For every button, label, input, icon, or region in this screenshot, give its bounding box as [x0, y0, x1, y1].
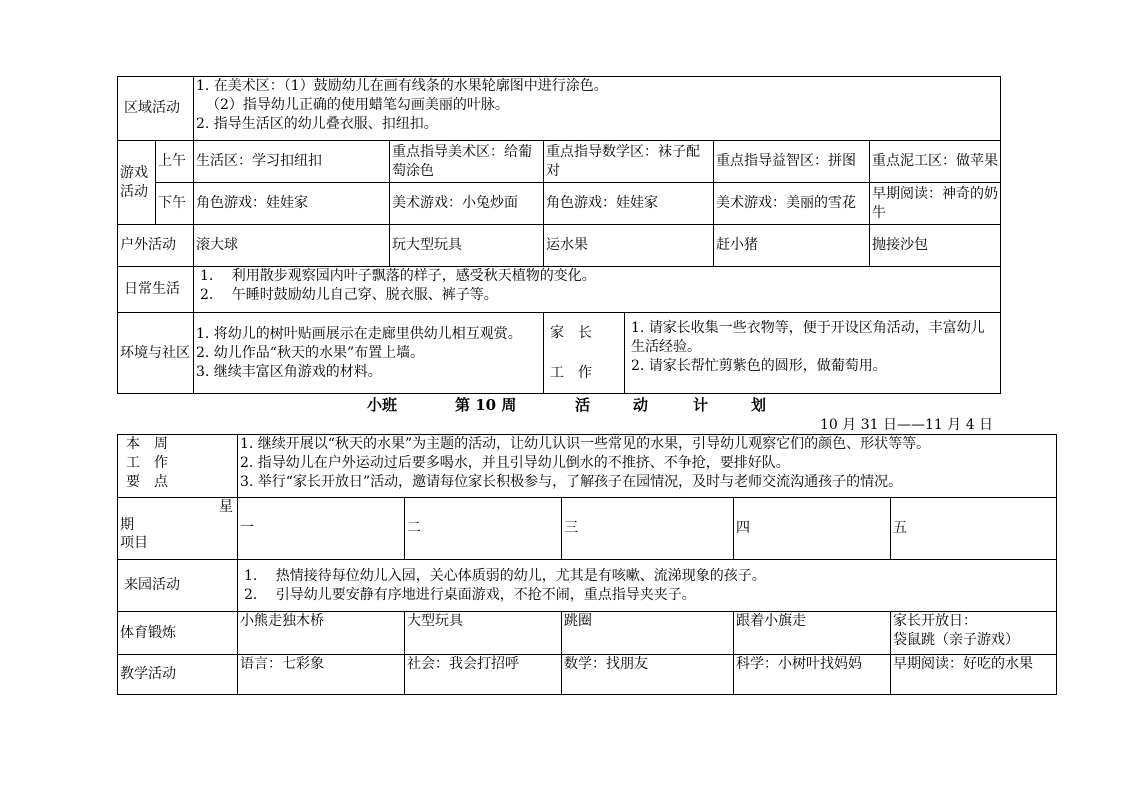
outdoor-cell-1: 滚大球 [194, 225, 390, 267]
title-week: 第 10 周 [455, 396, 517, 414]
area-line-3: 2. 指导生活区的幼儿叠衣服、扣纽扣。 [196, 116, 438, 132]
am-cell-5: 重点泥工区：做苹果 [870, 141, 1001, 183]
environment-content [194, 313, 544, 394]
pe-cell-3: 跳圈 [562, 612, 734, 655]
game-activity-label: 游戏活动 [118, 141, 156, 225]
plan-title [117, 392, 1000, 414]
header-qi: 期 [120, 517, 134, 533]
area-activity-row [118, 77, 1001, 141]
title-char-2: 动 [633, 396, 649, 414]
arrival-content [238, 560, 1057, 612]
focus-line-2: 2. 指导幼儿在户外运动过后要多喝水，并且引导幼儿倒水的不推挤、不争抢，要排好队。 [240, 455, 790, 471]
header-item: 项目 [120, 535, 148, 551]
outdoor-cell-3: 运水果 [544, 225, 714, 267]
outdoor-cell-5: 抛接沙包 [870, 225, 1001, 267]
pe-row [118, 612, 1057, 655]
daily-life-content [194, 267, 1001, 313]
day-3: 三 [562, 498, 734, 560]
parent-line-2: 2. 请家长帮忙剪紫色的圆形，做葡萄用。 [631, 358, 887, 374]
title-char-4: 划 [751, 396, 767, 414]
game-pm-row [118, 183, 1001, 225]
area-activity-label: 区域活动 [118, 77, 194, 141]
env-line-1: 1. 将幼儿的树叶贴画展示在走廊里供幼儿相互观赏。 [196, 325, 522, 342]
header-corner-cell [118, 498, 238, 560]
parent-label-line-2: 工 作 [550, 364, 592, 381]
am-cell-1: 生活区：学习扣纽扣 [194, 141, 390, 183]
focus-line-3: 3. 举行“家长开放日”活动，邀请每位家长积极参与，了解孩子在园情况，及时与老师交流沟通孩子的情况。 [240, 474, 903, 490]
teach-cell-1: 语言：七彩象 [238, 655, 405, 695]
arrival-line-1: 1. 热情接待每位幼儿入园，关心体质弱的幼儿，尤其是有咳嗽、流涕现象的孩子。 [244, 567, 766, 584]
week-focus-row [118, 435, 1057, 498]
parent-work-label [544, 313, 625, 393]
env-line-2: 2. 幼儿作品“秋天的水果”布置上墙。 [196, 344, 425, 361]
area-line-2: （2）指导幼儿正确的使用蜡笔勾画美丽的叶脉。 [206, 97, 509, 113]
teach-cell-3: 数学：找朋友 [562, 655, 734, 695]
day-1: 一 [238, 498, 405, 560]
environment-row [118, 313, 1001, 394]
teach-cell-5: 早期阅读：好吃的水果 [891, 655, 1057, 695]
outdoor-row [118, 225, 1001, 267]
pm-cell-1: 角色游戏：娃娃家 [194, 183, 390, 225]
pm-cell-3: 角色游戏：娃娃家 [544, 183, 714, 225]
date-range: 10 月 31 日——11 月 4 日 [820, 417, 994, 433]
pm-cell-2: 美术游戏：小兔炒面 [390, 183, 544, 225]
outdoor-cell-2: 玩大型玩具 [390, 225, 544, 267]
teaching-label: 教学活动 [118, 655, 238, 695]
am-cell-4: 重点指导益智区：拼图 [714, 141, 870, 183]
daily-line-1: 1. 利用散步观察园内叶子飘落的样子，感受秋天植物的变化。 [200, 268, 596, 284]
daily-line-2: 2. 午睡时鼓励幼儿自己穿、脱衣服、裤子等。 [200, 287, 498, 303]
pe-cell-5 [891, 612, 1057, 655]
day-4: 四 [734, 498, 891, 560]
weekly-plan-upper-table [117, 76, 1001, 394]
environment-label: 环境与社区 [118, 313, 194, 394]
env-line-3: 3. 继续丰富区角游戏的材料。 [196, 363, 382, 380]
week-focus-content [238, 435, 1057, 498]
day-5: 五 [891, 498, 1057, 560]
parent-work-cell [544, 313, 1001, 394]
pe-cell-5-line-2: 袋鼠跳（亲子游戏） [893, 632, 1019, 648]
teach-cell-2: 社会：我会打招呼 [405, 655, 562, 695]
day-2: 二 [405, 498, 562, 560]
pe-cell-5-line-1: 家长开放日： [893, 613, 977, 629]
am-cell-2: 重点指导美术区：给葡萄涂色 [390, 141, 544, 183]
am-label: 上午 [156, 141, 194, 183]
pe-cell-4: 跟着小旗走 [734, 612, 891, 655]
teaching-row [118, 655, 1057, 695]
pe-label: 体育锻炼 [118, 612, 238, 655]
parent-label-line-1: 家 长 [550, 324, 592, 341]
week-focus-label [118, 435, 238, 498]
pm-cell-4: 美术游戏：美丽的雪花 [714, 183, 870, 225]
pe-cell-1: 小熊走独木桥 [238, 612, 405, 655]
arrival-label: 来园活动 [118, 560, 238, 612]
daily-life-row [118, 267, 1001, 313]
arrival-row [118, 560, 1057, 612]
focus-label-1: 本 周 [126, 436, 168, 452]
focus-label-2: 工 作 [126, 455, 168, 471]
pe-cell-2: 大型玩具 [405, 612, 562, 655]
daily-life-label: 日常生活 [118, 267, 194, 313]
title-char-3: 计 [693, 396, 709, 414]
header-star: 星 [219, 499, 233, 515]
title-class: 小班 [367, 396, 398, 414]
teach-cell-4: 科学：小树叶找妈妈 [734, 655, 891, 695]
game-am-row [118, 141, 1001, 183]
parent-line-1: 1. 请家长收集一些衣物等，便于开设区角活动，丰富幼儿生活经验。 [631, 320, 985, 355]
outdoor-cell-4: 赶小猪 [714, 225, 870, 267]
area-line-1: 1. 在美术区：（1）鼓励幼儿在画有线条的水果轮廓图中进行涂色。 [196, 78, 608, 94]
pm-cell-5: 早期阅读：神奇的奶牛 [870, 183, 1001, 225]
title-char-1: 活 [575, 396, 591, 414]
weekly-plan-lower-table [117, 434, 1057, 695]
pm-label: 下午 [156, 183, 194, 225]
focus-line-1: 1. 继续开展以“秋天的水果”为主题的活动，让幼儿认识一些常见的水果，引导幼儿观察它们的颜色、形状等等。 [240, 436, 931, 452]
parent-work-content [625, 313, 1000, 393]
area-activity-content [194, 77, 1001, 141]
weekday-header-row [118, 498, 1057, 560]
arrival-line-2: 2. 引导幼儿要安静有序地进行桌面游戏，不抢不闹，重点指导夹夹子。 [244, 586, 696, 603]
focus-label-3: 要 点 [126, 474, 168, 490]
am-cell-3: 重点指导数学区：袜子配对 [544, 141, 714, 183]
outdoor-label: 户外活动 [118, 225, 194, 267]
